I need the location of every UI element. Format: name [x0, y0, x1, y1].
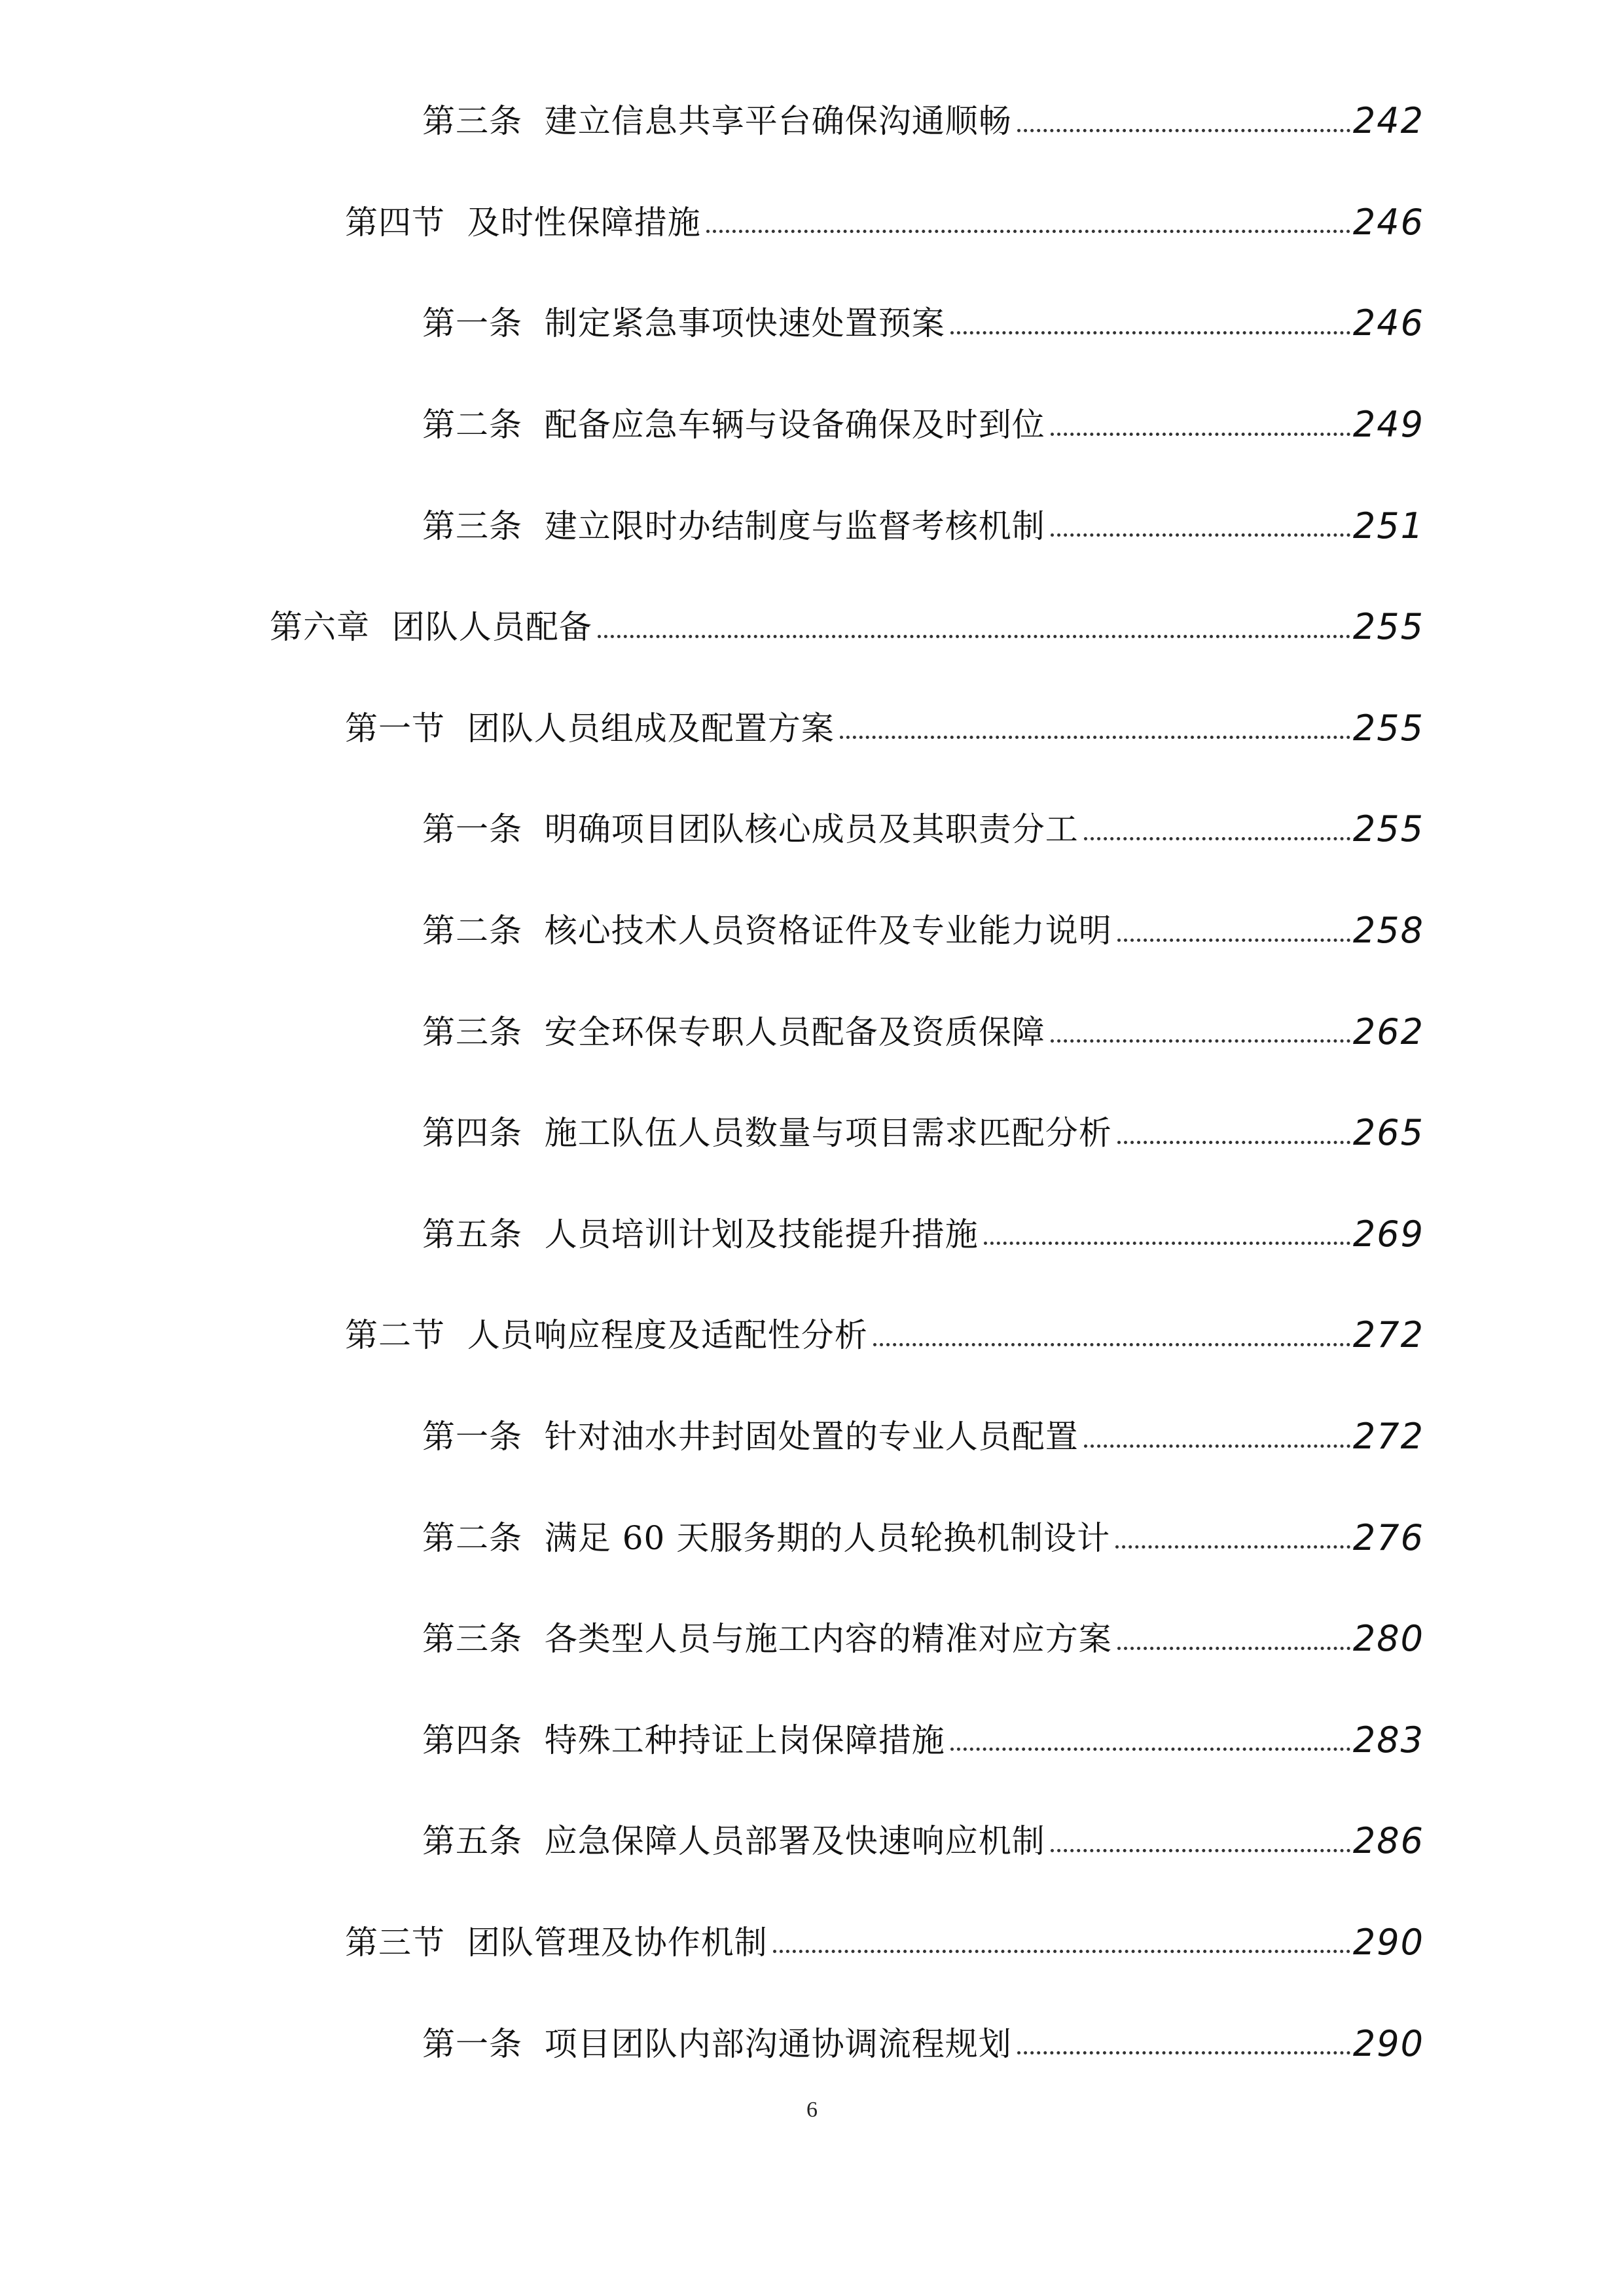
toc-entry-title: 第四条 施工队伍人员数量与项目需求匹配分析: [422, 1114, 1112, 1153]
dot-leader: [1051, 433, 1350, 436]
table-of-contents: [0, 71, 1624, 2094]
toc-entry-title: 第二条 核心技术人员资格证件及专业能力说明: [422, 912, 1112, 950]
toc-entry[interactable]: [0, 1083, 1624, 1184]
toc-entry-page: 276: [1352, 1516, 1424, 1558]
toc-entry-page: 246: [1352, 201, 1424, 243]
dot-leader: [840, 736, 1350, 739]
toc-entry-page: 280: [1352, 1618, 1424, 1660]
toc-entry[interactable]: [0, 475, 1624, 577]
dot-leader: [1117, 939, 1350, 942]
dot-leader: [984, 1242, 1350, 1245]
dot-leader: [950, 1748, 1350, 1751]
toc-entry-title: 第四节 及时性保障措施: [345, 203, 701, 242]
toc-entry[interactable]: [0, 1487, 1624, 1588]
page-number: 6: [806, 2098, 818, 2122]
toc-entry[interactable]: [0, 273, 1624, 374]
toc-entry-page: 249: [1352, 404, 1424, 446]
toc-entry[interactable]: [0, 172, 1624, 274]
toc-entry-page: 290: [1352, 1921, 1424, 1963]
toc-entry[interactable]: [0, 981, 1624, 1083]
dot-leader: [1117, 1141, 1350, 1144]
dot-leader: [1117, 1647, 1350, 1650]
toc-entry-title: 第一条 明确项目团队核心成员及其职责分工: [422, 810, 1079, 849]
dot-leader: [706, 230, 1350, 233]
dot-leader: [1115, 1545, 1350, 1549]
toc-entry-title: 第二节 人员响应程度及适配性分析: [345, 1316, 868, 1355]
toc-entry-title: 第三条 建立信息共享平台确保沟通顺畅: [422, 102, 1012, 141]
toc-entry[interactable]: [0, 880, 1624, 982]
toc-entry-title: 第四条 特殊工种持证上岗保障措施: [422, 1721, 945, 1759]
toc-entry-page: 262: [1352, 1011, 1424, 1052]
dot-leader: [1051, 1849, 1350, 1852]
dot-leader: [1084, 1444, 1350, 1448]
toc-entry-title: 第一条 针对油水井封固处置的专业人员配置: [422, 1418, 1079, 1456]
toc-entry-page: 246: [1352, 302, 1424, 344]
toc-entry-page: 269: [1352, 1213, 1424, 1255]
toc-entry-page: 286: [1352, 1820, 1424, 1862]
toc-entry-page: 255: [1352, 707, 1424, 749]
toc-entry[interactable]: [0, 1993, 1624, 2094]
toc-entry-title: 第五条 人员培训计划及技能提升措施: [422, 1215, 979, 1253]
toc-entry-title: 第一条 项目团队内部沟通协调流程规划: [422, 2024, 1012, 2063]
toc-entry[interactable]: [0, 678, 1624, 780]
toc-entry-title: 第六章 团队人员配备: [270, 608, 592, 647]
dot-leader: [598, 635, 1350, 638]
toc-entry-page: 242: [1352, 100, 1424, 142]
toc-entry-title: 第五条 应急保障人员部署及快速响应机制: [422, 1822, 1045, 1861]
dot-leader: [1051, 533, 1350, 537]
toc-entry-title: 第三条 各类型人员与施工内容的精准对应方案: [422, 1620, 1112, 1659]
toc-entry[interactable]: [0, 1690, 1624, 1791]
toc-entry-page: 255: [1352, 808, 1424, 850]
dot-leader: [1084, 837, 1350, 840]
toc-entry-title: 第二条 满足 60 天服务期的人员轮换机制设计: [422, 1518, 1111, 1557]
dot-leader: [1017, 129, 1350, 132]
toc-entry-page: 258: [1352, 910, 1424, 952]
toc-entry-page: 251: [1352, 505, 1424, 547]
dot-leader: [950, 331, 1350, 334]
toc-entry[interactable]: [0, 1892, 1624, 1994]
toc-entry-page: 290: [1352, 2022, 1424, 2064]
toc-entry-title: 第三条 安全环保专职人员配备及资质保障: [422, 1013, 1045, 1051]
toc-entry-title: 第二条 配备应急车辆与设备确保及时到位: [422, 406, 1045, 444]
toc-entry-page: 265: [1352, 1112, 1424, 1154]
dot-leader: [773, 1950, 1350, 1953]
toc-entry-title: 第一节 团队人员组成及配置方案: [345, 709, 835, 747]
toc-entry-page: 272: [1352, 1416, 1424, 1458]
toc-entry[interactable]: [0, 1184, 1624, 1285]
toc-entry[interactable]: [0, 1791, 1624, 1892]
dot-leader: [1017, 2051, 1350, 2054]
toc-entry[interactable]: [0, 1386, 1624, 1488]
toc-entry[interactable]: [0, 577, 1624, 678]
toc-entry[interactable]: [0, 71, 1624, 172]
toc-entry-title: 第一条 制定紧急事项快速处置预案: [422, 304, 945, 343]
toc-entry[interactable]: [0, 374, 1624, 476]
dot-leader: [873, 1343, 1350, 1346]
toc-entry-page: 255: [1352, 606, 1424, 648]
toc-entry[interactable]: [0, 779, 1624, 880]
toc-entry-title: 第三条 建立限时办结制度与监督考核机制: [422, 507, 1045, 545]
toc-entry-page: 283: [1352, 1719, 1424, 1761]
toc-entry-title: 第三节 团队管理及协作机制: [345, 1923, 768, 1962]
dot-leader: [1051, 1039, 1350, 1043]
toc-entry[interactable]: [0, 1588, 1624, 1690]
toc-entry[interactable]: [0, 1285, 1624, 1386]
toc-entry-page: 272: [1352, 1314, 1424, 1356]
